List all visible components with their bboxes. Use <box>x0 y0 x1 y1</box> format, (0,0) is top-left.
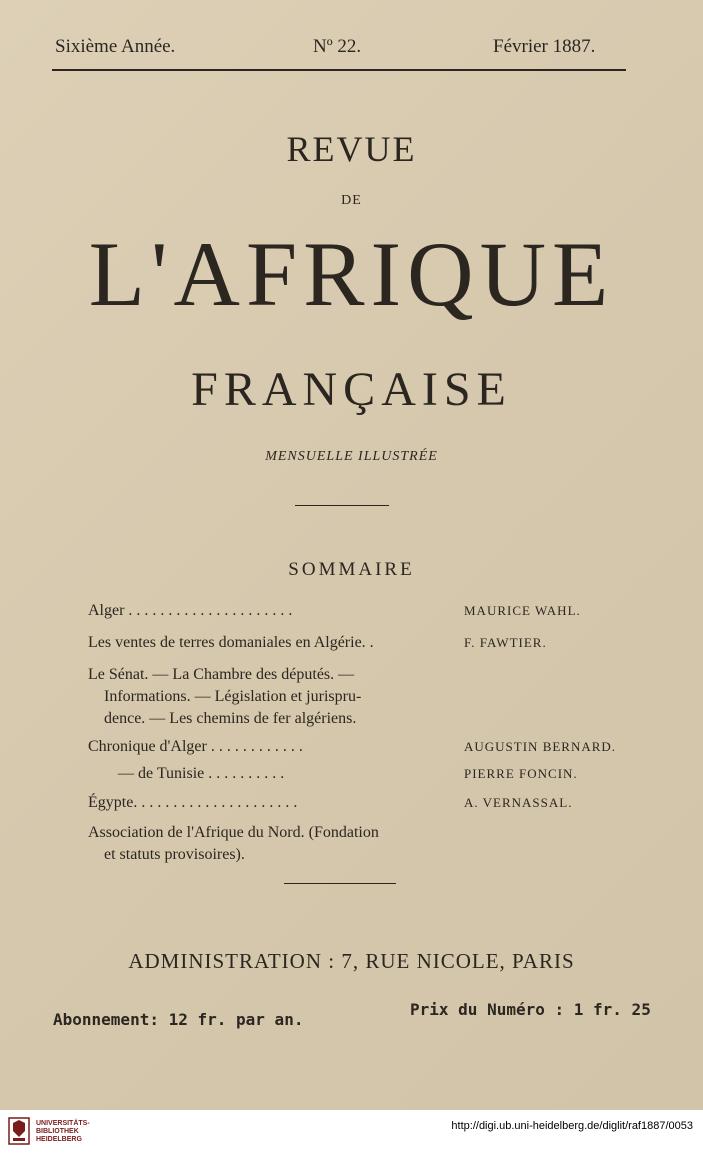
toc-author: AUGUSTIN BERNARD. <box>464 739 617 754</box>
masthead-francaise: FRANÇAISE <box>191 363 512 416</box>
masthead-de: DE <box>341 193 362 208</box>
toc-title: — de Tunisie . . . . . . . . . . <box>118 765 285 782</box>
toc-title-continued: Informations. — Législation et jurispru- <box>104 688 362 705</box>
library-footer <box>0 1110 703 1161</box>
header-divider <box>52 69 626 71</box>
issue-price: Prix du Numéro : 1 fr. 25 <box>410 1000 651 1019</box>
toc-title-continued: et statuts provisoires). <box>104 846 245 863</box>
masthead-afrique: L'AFRIQUE <box>88 223 615 325</box>
toc-author: PIERRE FONCIN. <box>464 766 578 781</box>
toc-item <box>88 664 628 730</box>
toc-item <box>88 822 628 866</box>
toc-title: Les ventes de terres domaniales en Algérie. . <box>88 634 374 651</box>
toc-title: Alger . . . . . . . . . . . . . . . . . . . . . <box>88 602 293 619</box>
toc-title: Le Sénat. — La Chambre des députés. — <box>88 666 355 683</box>
masthead-revue: REVUE <box>286 129 417 169</box>
sommaire-divider <box>284 883 396 884</box>
university-library-logo-icon <box>8 1117 30 1145</box>
toc-author: F. FAWTIER. <box>464 635 547 650</box>
library-name: UNIVERSITÄTS- BIBLIOTHEK HEIDELBERG <box>36 1120 90 1143</box>
toc-item <box>88 792 628 814</box>
year-label: Sixième Année. <box>55 36 176 57</box>
toc-title-continued: dence. — Les chemins de fer algériens. <box>104 710 357 727</box>
administration-address: ADMINISTRATION : 7, RUE NICOLE, PARIS <box>128 949 575 973</box>
issue-number: Nº 22. <box>313 36 362 57</box>
toc-item <box>88 600 628 622</box>
toc-item <box>88 632 628 654</box>
toc-item <box>88 736 628 758</box>
issue-date: Février 1887. <box>493 36 596 57</box>
toc-title: Égypte. . . . . . . . . . . . . . . . . . . . . <box>88 794 298 811</box>
toc-author: A. VERNASSAL. <box>464 795 573 810</box>
sommaire-heading: SOMMAIRE <box>288 559 415 580</box>
toc-item <box>88 763 628 785</box>
toc-title: Chronique d'Alger . . . . . . . . . . . . <box>88 738 303 755</box>
subscription-price: Abonnement: 12 fr. par an. <box>53 1010 304 1029</box>
source-url-link[interactable]: http://digi.ub.uni-heidelberg.de/diglit/raf1887/0053 <box>451 1120 693 1132</box>
masthead-divider <box>295 505 389 506</box>
toc-title: Association de l'Afrique du Nord. (Fondation <box>88 824 379 841</box>
masthead-subtitle: MENSUELLE ILLUSTRÉE <box>265 449 438 464</box>
toc-author: MAURICE WAHL. <box>464 603 581 618</box>
